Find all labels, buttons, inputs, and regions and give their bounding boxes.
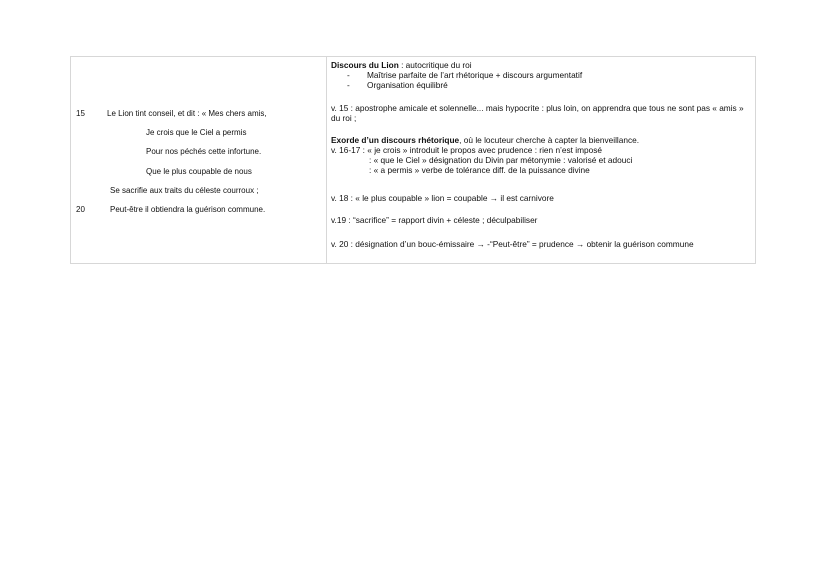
note-v18: v. 18 : « le plus coupable » lion = coupable → il est carnivore xyxy=(331,193,554,203)
discours-bullet-1 xyxy=(331,70,751,80)
note-v16-17-b: : « que le Ciel » désignation du Divin par métonymie : valorisé et adouci xyxy=(369,155,633,165)
bullet-dash: - xyxy=(347,80,350,90)
note-v16-17-a: v. 16-17 : « je crois » introduit le propos avec prudence : rien n’est imposé xyxy=(331,145,603,155)
note-v16-17-c: : « a permis » verbe de tolérance diff. de la puissance divine xyxy=(369,165,590,175)
verse-line-19: Se sacrifie aux traits du céleste courroux ; xyxy=(110,186,259,195)
verse-line-17: Pour nos péchés cette infortune. xyxy=(146,147,262,156)
analysis-column xyxy=(327,57,755,263)
discours-subtitle: : autocritique du roi xyxy=(398,60,472,70)
bullet-text: Organisation équilibré xyxy=(367,80,448,90)
discours-heading xyxy=(331,60,751,70)
verse-number-15: 15 xyxy=(76,109,85,118)
verse-line-16: Je crois que le Ciel a permis xyxy=(146,128,247,137)
verse-number-20: 20 xyxy=(76,205,85,214)
discours-title: Discours du Lion xyxy=(331,60,399,70)
note-v15: v. 15 : apostrophe amicale et solennelle... mais hypocrite : plus loin, on apprendra que tous ne sont pas « amis » du roi ; xyxy=(331,103,744,123)
note-v20: v. 20 : désignation d’un bouc-émissaire → -“Peut-être” = prudence → obtenir la guérison commune xyxy=(331,239,694,249)
exorde-heading xyxy=(331,135,751,145)
note-v19: v.19 : “sacrifice” = rapport divin + céleste ; déculpabiliser xyxy=(331,215,538,225)
exorde-title: Exorde d’un discours rhétorique xyxy=(331,135,460,145)
discours-bullet-2 xyxy=(331,80,751,90)
verse-line-18: Que le plus coupable de nous xyxy=(146,167,252,176)
commentary-table xyxy=(70,56,756,264)
bullet-text: Maîtrise parfaite de l’art rhétorique + discours argumentatif xyxy=(367,70,583,80)
verse-line-15: Le Lion tint conseil, et dit : « Mes chers amis, xyxy=(107,109,267,118)
bullet-dash: - xyxy=(347,70,350,80)
verse-line-20: Peut-être il obtiendra la guérison commune. xyxy=(110,205,266,214)
exorde-subtitle: , où le locuteur cherche à capter la bienveillance. xyxy=(459,135,640,145)
poem-column xyxy=(71,57,327,263)
